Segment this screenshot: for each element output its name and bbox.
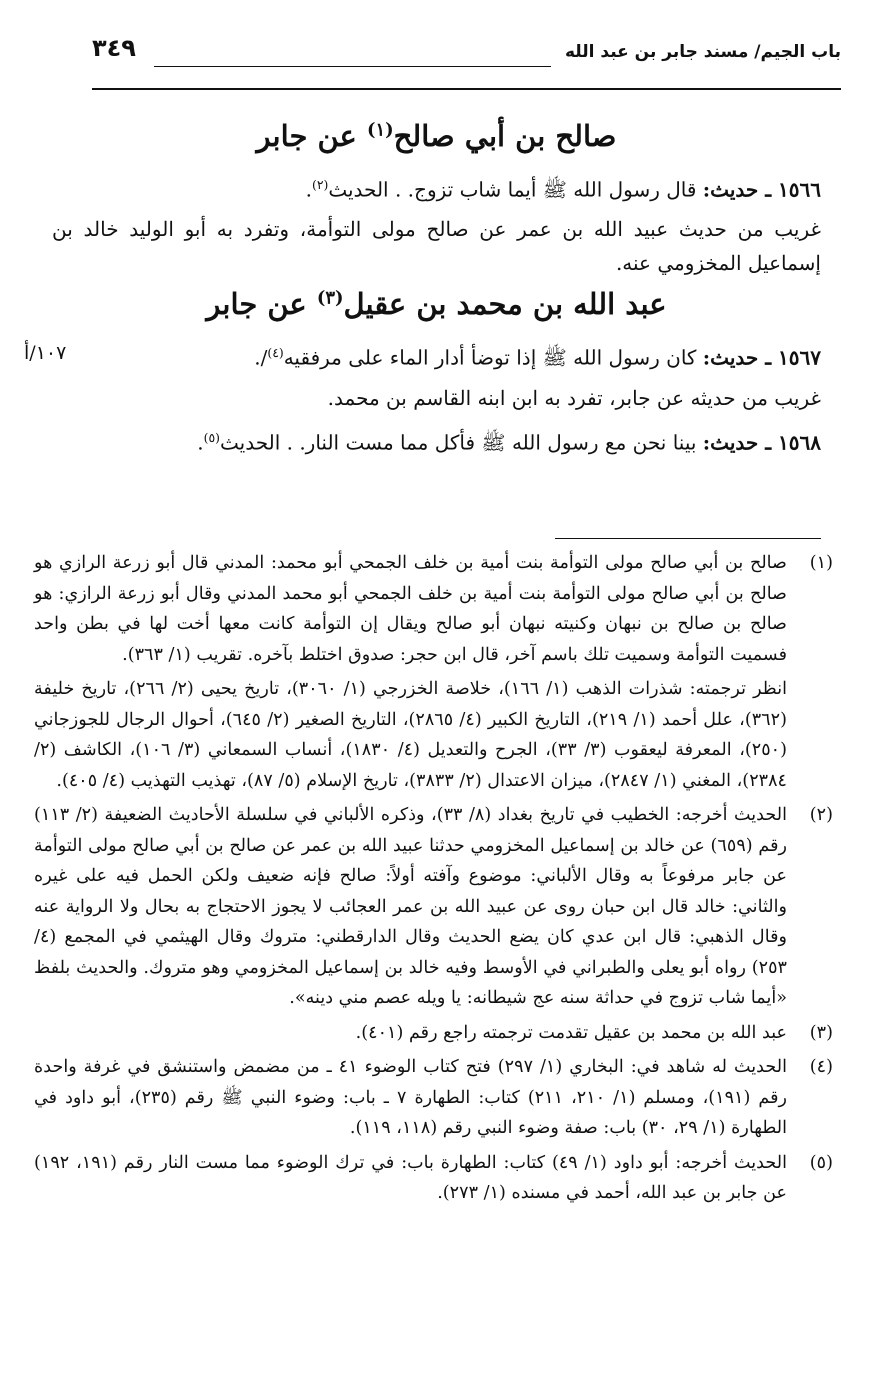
footnote-ref: (١) [366,119,394,141]
hadith-text: بينا نحن مع رسول الله ﷺ فأكل مما مست النار. . الحديث [219,430,703,455]
footnote-1 [34,548,833,796]
section-title-salih [52,118,821,156]
section-title-tail: عن جابر [206,287,317,322]
hadith-end: /. [254,345,268,370]
hadith-1566 [52,168,821,207]
footnote-number: (٤) [809,1057,833,1077]
footnotes [34,548,833,1213]
hadith-label: ١٥٦٦ ـ حديث: [702,177,821,202]
footnote-number: (١) [809,553,833,573]
footnote-number: (٢) [809,805,833,825]
header-rule [92,88,841,90]
footnote-number: (٣) [809,1022,833,1043]
hadith-1568 [52,421,821,460]
hadith-text: قال رسول الله ﷺ أيما شاب تزوج. . الحديث [328,177,703,202]
footnote-4 [34,1052,833,1144]
hadith-end: . [197,430,204,455]
section-title-text: عبد الله بن محمد بن عقيل [343,287,667,322]
footnote-text: الحديث أخرجه: أبو داود (١/ ٤٩) كتاب: الطهارة باب: في ترك الوضوء مما مست النار رقم (١٩١، ١٩٢) عن جابر بن عبد الله، أحمد في مسنده (١/ ٢٧٣). [34,1152,787,1203]
section-title-abdullah [52,286,821,324]
footnote-2 [34,800,833,1014]
comment-1566: غريب من حديث عبيد الله بن عمر عن صالح مولى التوأمة، وتفرد به أبو الوليد خالد بن إسماعيل المخزومي عنه. [52,217,821,276]
footnote-text: الحديث أخرجه: الخطيب في تاريخ بغداد (٨/ ٣٣)، وذكره الألباني في سلسلة الأحاديث الضعيفة (٢/ ١١٣) رقم (٦٥٩) عن خالد بن إسماعيل المخزومي حدثنا عبيد الله بن عمر عن صالح بن أبي صالح مولى التوأمة عن جابر مرفوعاً به وقال الألباني: موضوع وآفته أولاً: صالح فإنه ضعيف ولكن الحمل فيه على غيره والثاني: خالد قال ابن حبان روى عن عبيد الله بن عمر العجائب لا يجوز الاحتجاج به بحال ولا الرواية عنه وقال الذهبي: قال ابن عدي كان يضع الحديث وقال الدارقطني: متروك وقال الهيثمي في المجمع (٤/ ٢٥٣) رواه أبو يعلى والطبراني في الأوسط وفيه خالد بن إسماعيل المخزومي وهو متروك. والحديث بلفظ «أيما شاب تزوج في حداثة سنه عج شيطانه: يا ويله عصم مني دينه». [34,805,788,1008]
header-dashed-line [154,66,551,67]
hadith-text: كان رسول الله ﷺ إذا توضأ أدار الماء على مرفقيه [283,345,703,370]
footnote-text: صالح بن أبي صالح مولى التوأمة بنت أمية بن خلف الجمحي أبو محمد: المدني قال أبو زرعة الرازي هو صالح بن أبي صالح مولى التوأمة بنت أمية بن خلف الجمحي أبو محمد المدني وقال أبو زرعة الرازي: هو صالح بن صالح بن نبهان وكنيته نبهان أبو صالح ويقال إن التوأمة كانت معها أخت لها في بطن واحد فسميت التوأمة وسميت تلك باسم آخر، قال ابن حجر: صدوق اختلط بآخره. تقريب (١/ ٣٦٣). [34,553,787,665]
footnote-text: الحديث له شاهد في: البخاري (١/ ٢٩٧) فتح كتاب الوضوء ٤١ ـ من مضمض واستنشق في غرفة واحدة رقم (١٩١)، ومسلم (١/ ٢١٠، ٢١١) كتاب: الطهارة ٧ ـ باب: وضوء النبي ﷺ رقم (٢٣٥)، أبو داود في الطهارة (١/ ٢٩، ٣٠) باب: صفة وضوء النبي رقم (١١٨، ١١٩). [34,1057,787,1138]
hadith-end: . [305,177,312,202]
footnote-separator [555,538,821,539]
comment-1567: غريب من حديثه عن جابر، تفرد به ابن ابنه القاسم بن محمد. [327,385,821,410]
running-header [92,34,841,90]
footnote-number: (٥) [809,1152,833,1173]
hadith-label: ١٥٦٧ ـ حديث: [702,345,821,370]
footnote-ref: (٥) [203,429,220,445]
running-header-title: باب الجيم/ مسند جابر بن عبد الله [565,42,841,62]
manuscript-folio-ref: ١٠٧/أ [24,342,67,365]
page-number: ٣٤٩ [92,34,136,62]
hadith-label: ١٥٦٨ ـ حديث: [702,430,821,455]
footnote-ref: (٣) [316,287,344,309]
footnote-text: انظر ترجمته: شذرات الذهب (١/ ١٦٦)، خلاصة الخزرجي (١/ ٣٠٦٠)، تاريخ يحيى (٢/ ٢٦٦)، تاريخ خليفة (٣٦٢)، علل أحمد (١/ ٢١٩)، التاريخ الكبير (٤/ ٢٨٦٥)، التاريخ الصغير (٢/ ٦٤٥)، أحوال الرجال للجوزجاني (٢٥٠)، المعرفة ليعقوب (٣/ ٣٣)، الجرح والتعديل (٤/ ١٨٣٠)، أنساب السمعاني (٣/ ١٠٦)، الكاشف (٢/ ٢٣٨٤)، المغني (١/ ٢٨٤٧)، ميزان الاعتدال (٢/ ٣٨٣٣)، تاريخ الإسلام (٥/ ٨٧)، تهذيب التهذيب (٤/ ٤٠٥). [34,679,788,791]
footnote-ref: (٢) [312,176,329,192]
main-text [24,118,821,465]
footnote-text: عبد الله بن محمد بن عقيل تقدمت ترجمته راجع رقم (٤٠١). [355,1022,787,1043]
footnote-5 [34,1148,833,1209]
hadith-1567 [24,336,821,375]
footnote-3 [34,1018,833,1049]
section-title-tail: عن جابر [256,119,367,153]
section-title-text: صالح بن أبي صالح [393,119,617,153]
footnote-ref: (٤) [267,345,284,361]
